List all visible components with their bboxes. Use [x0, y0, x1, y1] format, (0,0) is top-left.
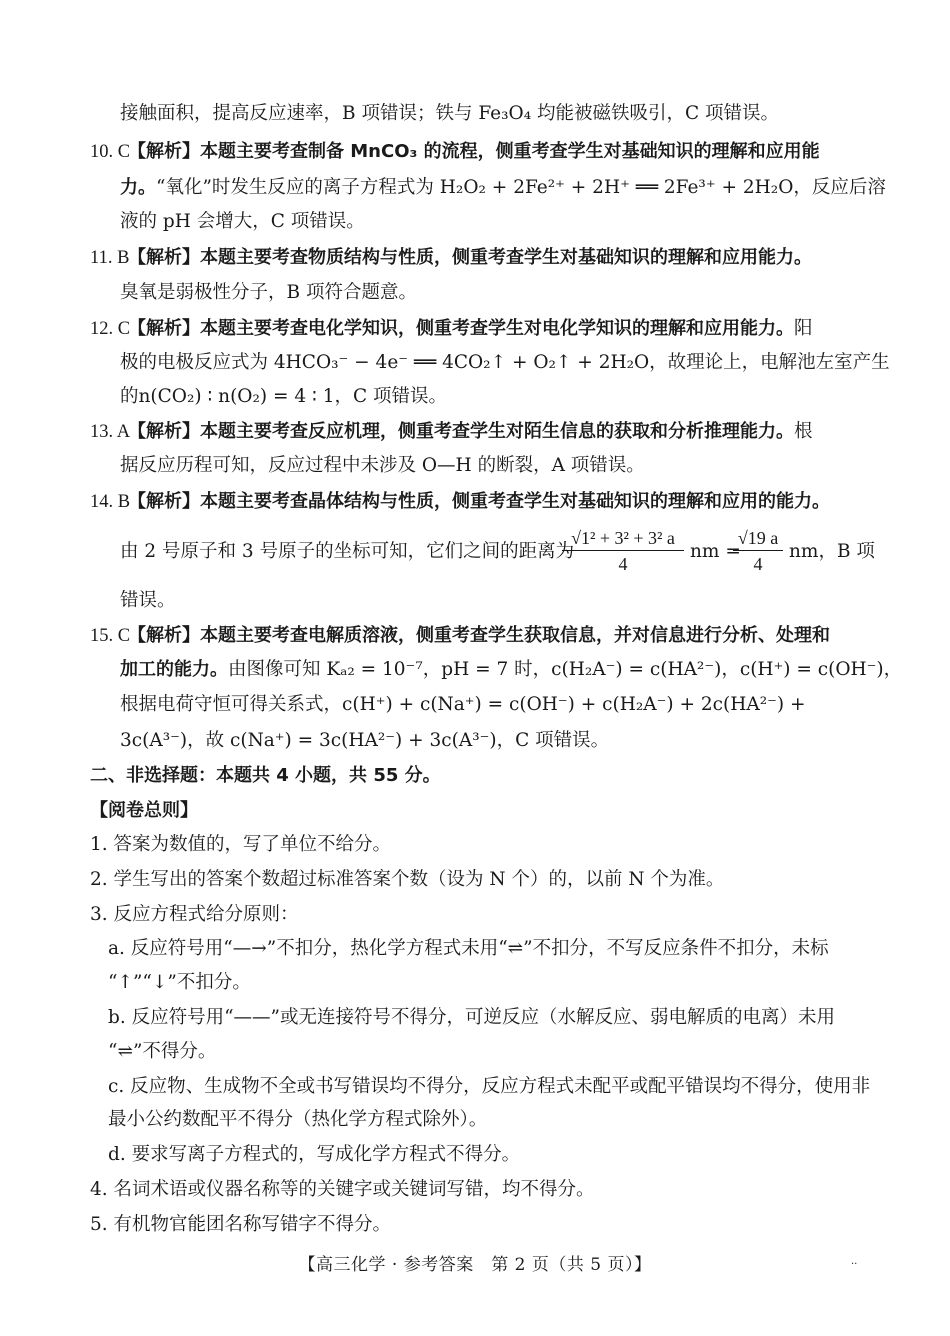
analysis-heading: 【解析】本题主要考查电化学知识，侧重考查学生对电化学知识的理解和应用能力。	[128, 318, 794, 339]
answer-letter: 14. B	[90, 492, 131, 512]
analysis-heading: 【解析】本题主要考查电解质溶液，侧重考查学生获取信息，并对信息进行分析、处理和	[128, 625, 830, 646]
rule-subitem: b. 反应符号用“——”或无连接符号不得分，可逆反应（水解反应、弱电解质的电离）未用	[108, 1007, 836, 1028]
analysis-heading: 【解析】本题主要考查物质结构与性质，侧重考查学生对基础知识的理解和应用能力。	[128, 247, 812, 268]
answer-letter: 11. B	[90, 248, 130, 268]
rule-subitem: a. 反应符号用“—→”不扣分，热化学方程式未用“⇌”不扣分，不写反应条件不扣分，未标	[108, 938, 829, 959]
rule-subitem-cont: “↑”“↓”不扣分。	[108, 972, 251, 993]
rules-title: 【阅卷总则】	[90, 800, 198, 821]
analysis-heading-tail: 加工的能力。	[120, 659, 228, 680]
equation-text: “氧化”时发生反应的离子方程式为 H₂O₂ + 2Fe²⁺ + 2H⁺ ══ 2Fe³⁺ + 2H₂O，反应后溶	[156, 177, 886, 198]
rule-subitem: c. 反应物、生成物不全或书写错误均不得分，反应方程式未配平或配平错误均不得分，使用非	[108, 1076, 871, 1097]
unit-text: nm，B 项	[789, 541, 875, 562]
section-heading: 二、非选择题：本题共 4 小题，共 55 分。	[90, 765, 441, 786]
analysis-heading: 【解析】本题主要考查反应机理，侧重考查学生对陌生信息的获取和分析推理能力。	[128, 421, 794, 442]
rule-subitem-cont: 最小公约数配平不得分（热化学方程式除外）。	[108, 1109, 488, 1130]
analysis-heading-tail: 力。	[120, 177, 156, 198]
text-line: 臭氧是弱极性分子，B 项符合题意。	[120, 282, 417, 303]
question-10	[90, 140, 820, 164]
answer-letter: 10. C	[90, 142, 131, 162]
unit-text: nm =	[690, 541, 741, 562]
rule-subitem: d. 要求写离子方程式的，写成化学方程式不得分。	[108, 1144, 521, 1165]
rule-item: 5. 有机物官能团名称写错字不得分。	[90, 1214, 392, 1235]
equation-text: 由图像可知 Kₐ₂ = 10⁻⁷，pH = 7 时，c(H₂A⁻) = c(HA²⁻)，c(H⁺) = c(OH⁻)，	[228, 659, 903, 680]
fraction-denominator: 4	[618, 554, 628, 574]
text-line: 据反应历程可知，反应过程中未涉及 O—H 的断裂，A 项错误。	[120, 455, 645, 476]
corner-mark: ..	[851, 1256, 858, 1267]
equation-line: 3c(A³⁻)，故 c(Na⁺) = 3c(HA²⁻) + 3c(A³⁻)，C 项错误。	[120, 730, 610, 751]
equation-line: 根据电荷守恒可得关系式，c(H⁺) + c(Na⁺) = c(OH⁻) + c(H₂A⁻) + 2c(HA²⁻) +	[120, 694, 806, 715]
page-footer: 【高三化学 · 参考答案 第 2 页（共 5 页）】	[298, 1255, 652, 1275]
text-tail: 根	[794, 421, 813, 442]
distance-fraction-simplified	[733, 527, 783, 575]
question-15	[90, 624, 830, 648]
rule-item: 2. 学生写出的答案个数超过标准答案个数（设为 N 个）的，以前 N 个为准。	[90, 869, 725, 890]
text-line: 错误。	[120, 590, 176, 611]
question-12	[90, 317, 813, 341]
text-line: 由 2 号原子和 3 号原子的坐标可知，它们之间的距离为	[120, 541, 575, 562]
answer-letter: 13. A	[90, 422, 131, 442]
text-tail: 阳	[794, 318, 813, 339]
distance-fraction	[562, 527, 684, 575]
rule-subitem-cont: “⇌”不得分。	[108, 1041, 217, 1062]
rule-item: 4. 名词术语或仪器名称等的关键字或关键词写错，均不得分。	[90, 1179, 595, 1200]
fraction-numerator: √1² + 3² + 3² a	[571, 528, 675, 548]
question-13	[90, 420, 813, 444]
question-11	[90, 246, 812, 270]
text-line	[120, 658, 902, 682]
fraction-bar	[733, 550, 783, 551]
fraction-numerator: √19 a	[737, 528, 779, 548]
text-line: 的n(CO₂) ∶ n(O₂) = 4 ∶ 1，C 项错误。	[120, 386, 448, 407]
text-line: 接触面积，提高反应速率，B 项错误；铁与 Fe₃O₄ 均能被磁铁吸引，C 项错误。	[120, 103, 780, 124]
analysis-heading: 【解析】本题主要考查晶体结构与性质，侧重考查学生对基础知识的理解和应用的能力。	[128, 491, 830, 512]
answer-letter: 12. C	[90, 319, 131, 339]
question-14	[90, 490, 830, 514]
rule-item: 3. 反应方程式给分原则：	[90, 904, 299, 925]
analysis-heading: 【解析】本题主要考查制备 MnCO₃ 的流程，侧重考查学生对基础知识的理解和应用能	[128, 141, 820, 162]
answer-letter: 15. C	[90, 626, 131, 646]
fraction-bar	[562, 550, 684, 551]
text-line: 液的 pH 会增大，C 项错误。	[120, 211, 365, 232]
text-line	[120, 176, 886, 200]
equation-line: 极的电极反应式为 4HCO₃⁻ − 4e⁻ ══ 4CO₂↑ + O₂↑ + 2H₂O，故理论上，电解池左室产生	[120, 352, 890, 373]
fraction-denominator: 4	[753, 554, 763, 574]
rule-item: 1. 答案为数值的，写了单位不给分。	[90, 834, 392, 855]
